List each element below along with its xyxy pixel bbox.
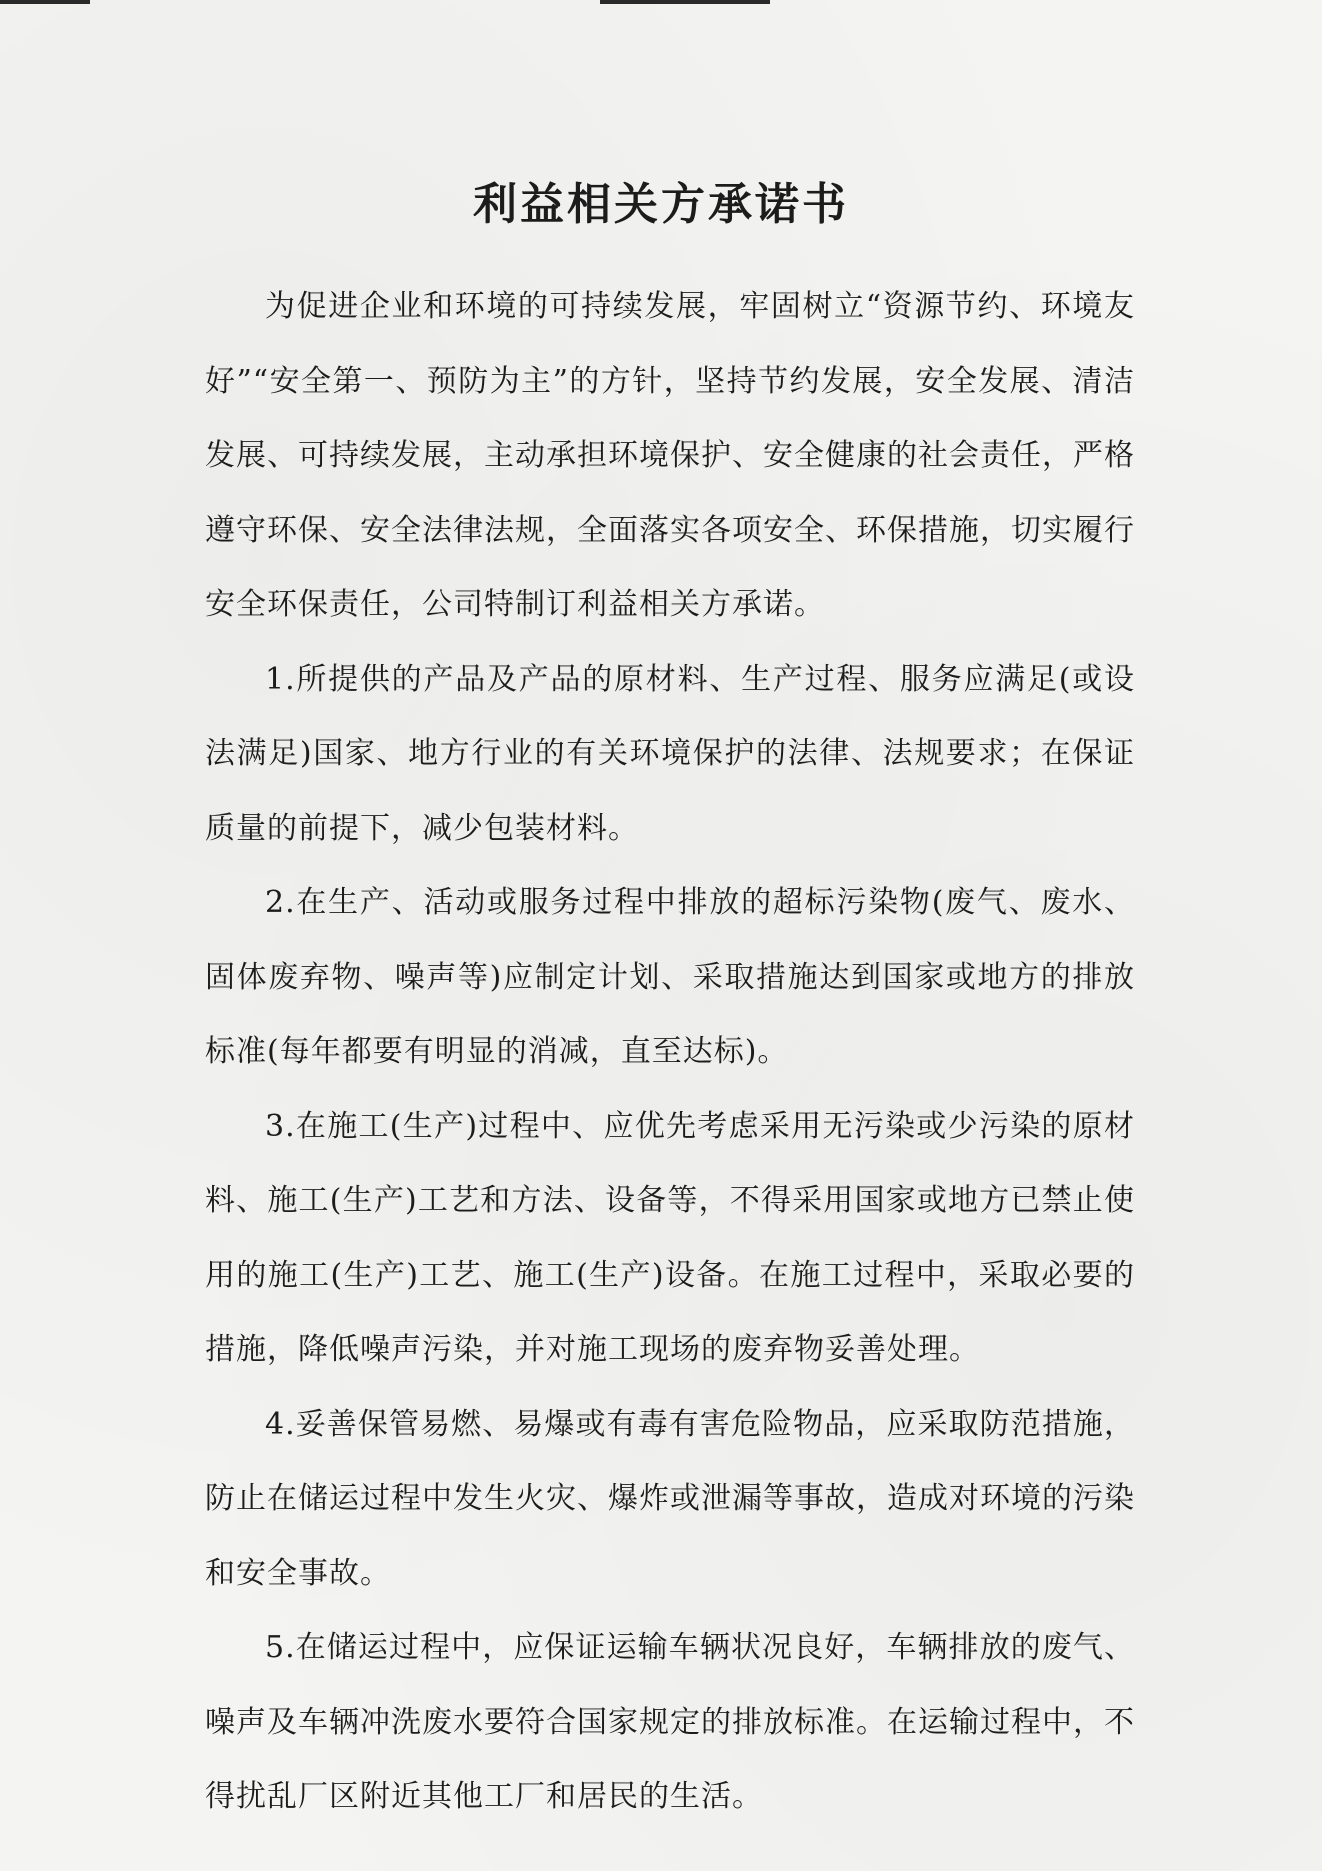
commitment-item-1: 1.所提供的产品及产品的原材料、生产过程、服务应满足(或设法满足)国家、地方行业的有关环境保护的法律、法规要求；在保证质量的前提下，减少包装材料。 <box>205 661 1135 846</box>
document-title: 利益相关方承诺书 <box>473 179 849 230</box>
scan-edge-mark-left <box>0 0 90 4</box>
scan-edge-mark-right <box>600 0 770 4</box>
intro-paragraph: 为促进企业和环境的可持续发展，牢固树立“资源节约、环境友好”“安全第一、预防为主”的方针，坚持节约发展，安全发展、清洁发展、可持续发展，主动承担环境保护、安全健康的社会责任，严格遵守环保、安全法律法规，全面落实各项安全、环保措施，切实履行安全环保责任，公司特制订利益相关方承诺。 <box>205 289 1135 622</box>
document-body <box>205 270 1135 1835</box>
commitment-item-3: 3.在施工(生产)过程中、应优先考虑采用无污染或少污染的原材料、施工(生产)工艺和方法、设备等，不得采用国家或地方已禁止使用的施工(生产)工艺、施工(生产)设备。在施工过程中，采取必要的措施，降低噪声污染，并对施工现场的废弃物妥善处理。 <box>205 1108 1135 1367</box>
commitment-item-2: 2.在生产、活动或服务过程中排放的超标污染物(废气、废水、固体废弃物、噪声等)应制定计划、采取措施达到国家或地方的排放标准(每年都要有明显的消减，直至达标)。 <box>205 885 1135 1069</box>
commitment-item-5: 5.在储运过程中，应保证运输车辆状况良好，车辆排放的废气、噪声及车辆冲洗废水要符合国家规定的排放标准。在运输过程中，不得扰乱厂区附近其他工厂和居民的生活。 <box>205 1630 1135 1814</box>
commitment-item-4: 4.妥善保管易燃、易爆或有毒有害危险物品，应采取防范措施，防止在储运过程中发生火灾、爆炸或泄漏等事故，造成对环境的污染和安全事故。 <box>205 1406 1135 1591</box>
